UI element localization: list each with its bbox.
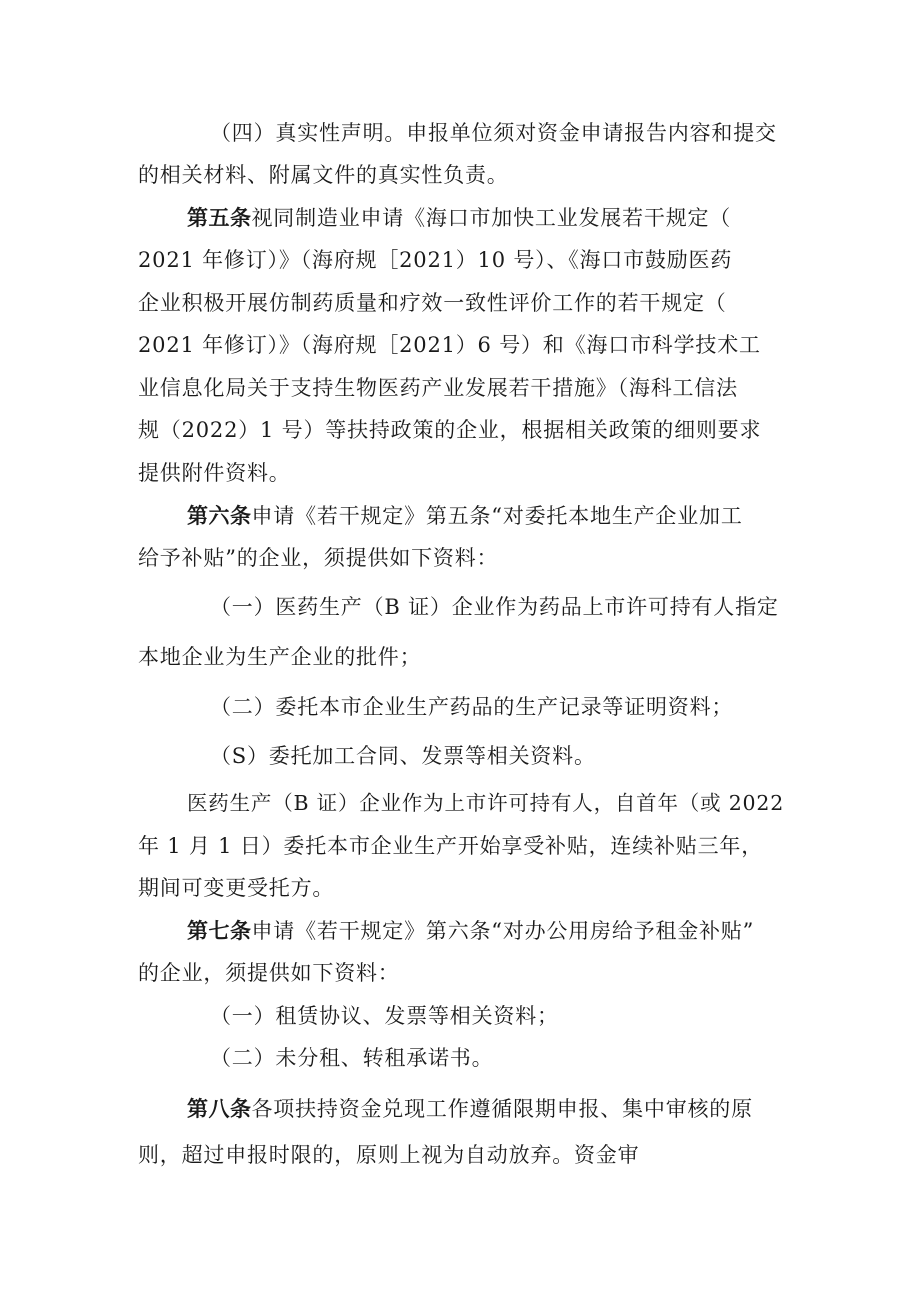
paragraph-line: 期间可变更受托方。	[138, 876, 335, 900]
list-item-line: （一）医药生产（B 证）企业作为药品上市许可持有人指定	[210, 595, 779, 619]
paragraph-line: 提供附件资料。	[138, 461, 291, 485]
article-heading: 第五条	[187, 206, 252, 230]
article-heading: 第六条	[187, 504, 252, 528]
article-heading: 第七条	[187, 919, 252, 943]
paragraph-line: 的相关材料、附属文件的真实性负责。	[138, 163, 509, 187]
article-7-line: 第七条申请《若干规定》第六条“对办公用房给予租金补贴”	[187, 919, 755, 943]
article-heading: 第八条	[187, 1097, 252, 1121]
list-item-line: （一）租赁协议、发票等相关资料；	[210, 1004, 559, 1028]
paragraph-line: 2021 年修订）》（海府规［2021）6 号）和《海口市科学技术工	[138, 333, 761, 357]
article-8-line: 第八条各项扶持资金兑现工作遵循限期申报、集中审核的原	[187, 1097, 753, 1121]
article-5-line: 第五条视同制造业申请《海口市加快工业发展若干规定（	[187, 206, 732, 230]
paragraph-line: 2021 年修订）》（海府规［2021）10 号）、《海口市鼓励医药	[138, 248, 733, 272]
paragraph-line: 则，超过申报时限的，原则上视为自动放弃。资金审	[138, 1143, 640, 1167]
paragraph-line: 规（2022）1 号）等扶持政策的企业，根据相关政策的细则要求	[138, 418, 762, 442]
paragraph-line: 医药生产（B 证）企业作为上市许可持有人，自首年（或 2022	[187, 791, 785, 815]
list-item-line: （二）未分租、转租承诺书。	[210, 1046, 494, 1070]
paragraph-line: 企业积极开展仿制药质量和疗效一致性评价工作的若干规定（	[138, 291, 727, 315]
paragraph-line: 年 1 月 1 日）委托本市企业生产开始享受补贴，连续补贴三年，	[138, 834, 764, 858]
list-item-line: （S）委托加工合同、发票等相关资料。	[210, 744, 596, 768]
paragraph-line: （四）真实性声明。申报单位须对资金申请报告内容和提交	[210, 121, 777, 145]
paragraph-line: 业信息化局关于支持生物医药产业发展若干措施》（海科工信法	[138, 376, 738, 400]
paragraph-line: 给予补贴”的企业，须提供如下资料：	[138, 546, 499, 570]
paragraph-line: 本地企业为生产企业的批件；	[138, 645, 422, 669]
paragraph-line: 的企业，须提供如下资料：	[138, 961, 400, 985]
list-item-line: （二）委托本市企业生产药品的生产记录等证明资料；	[210, 695, 734, 719]
article-6-line: 第六条申请《若干规定》第五条“对委托本地生产企业加工	[187, 504, 743, 528]
